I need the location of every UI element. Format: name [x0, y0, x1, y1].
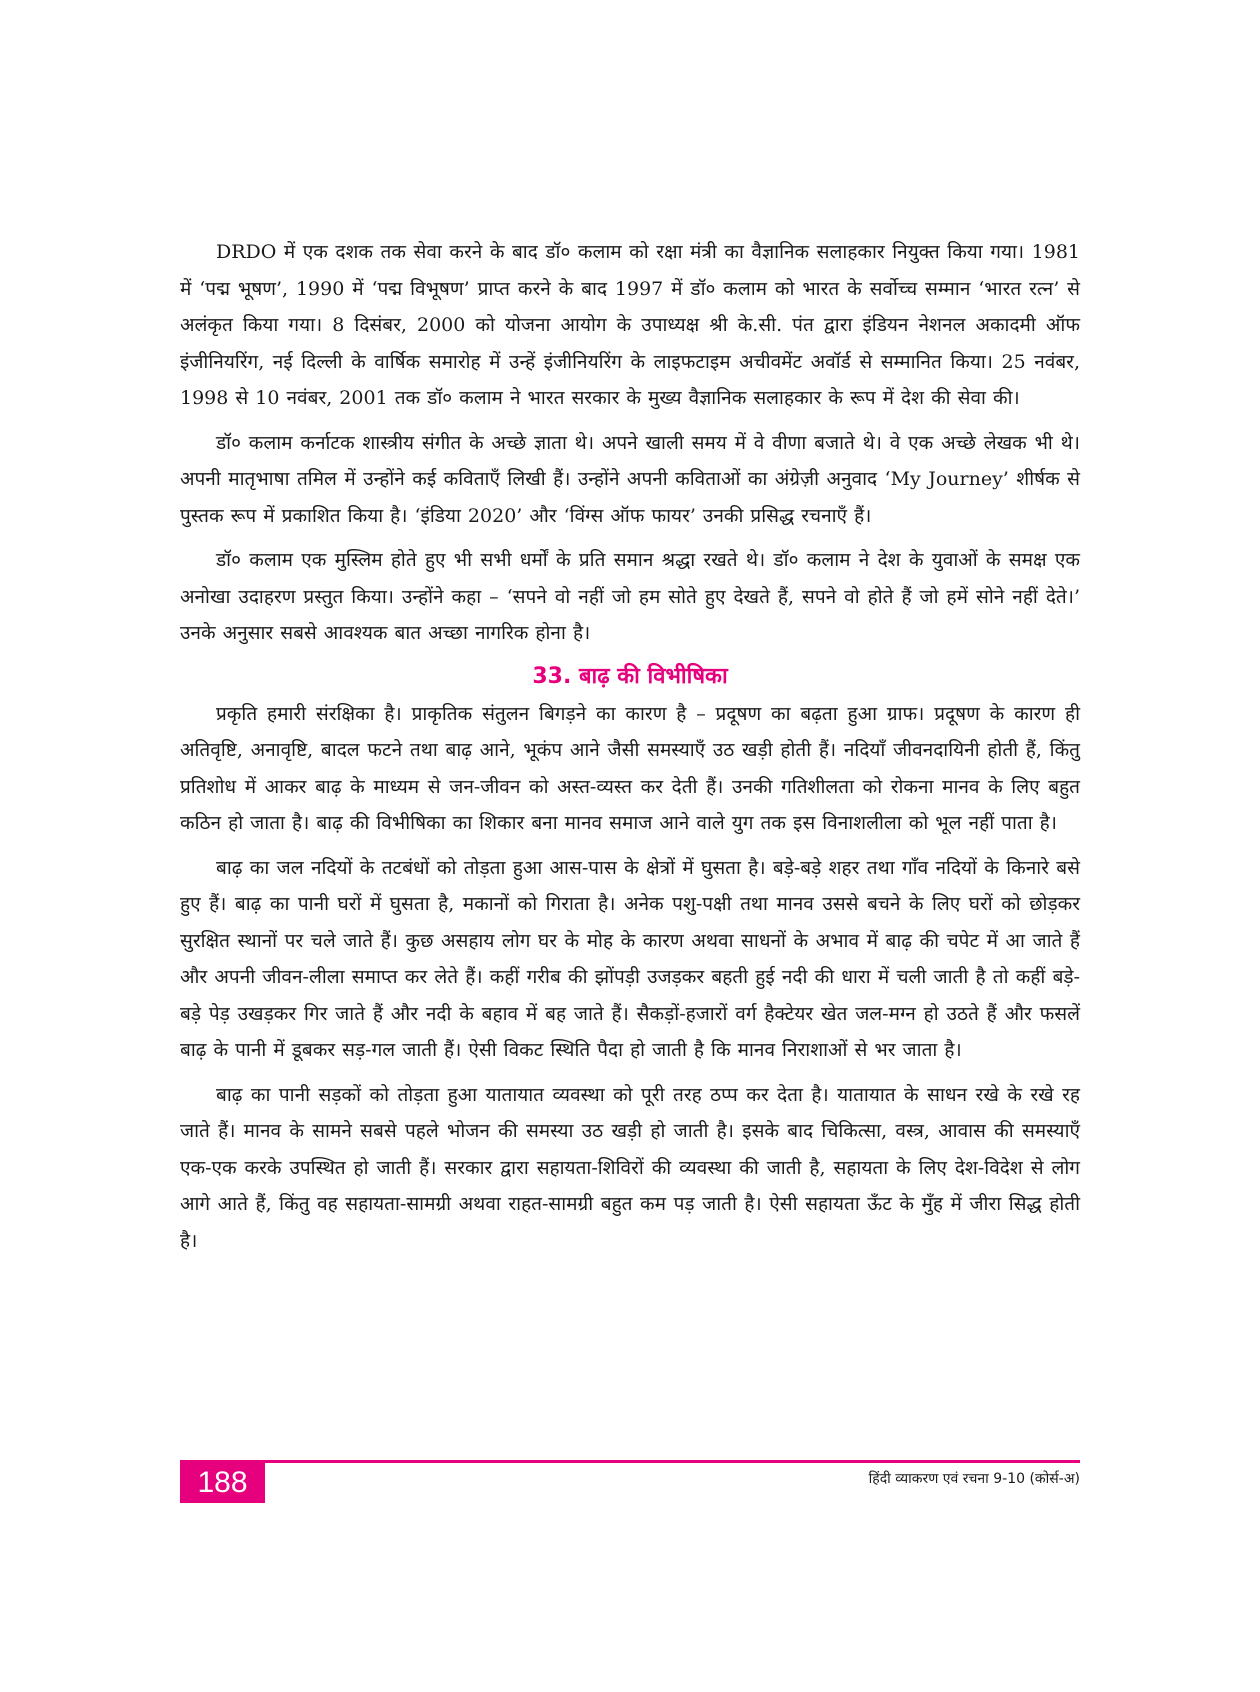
paragraph-flood-relief: बाढ़ का पानी सड़कों को तोड़ता हुआ यातायात व्यवस्था को पूरी तरह ठप्प कर देता है। यातायात के साधन रखे के रखे रह जाते हैं। मानव के सामने सबसे पहले भोजन की समस्या उठ खड़ी हो जाती है। इसके बाद चिकित्सा, वस्त्र, आवास की समस्याएँ एक-एक करके उपस्थित हो जाती हैं। सरकार द्वारा सहायता-शिविरों की व्यवस्था की जाती है, सहायता के लिए देश-विदेश से लोग आगे आते हैं, किंतु वह सहायता-सामग्री अथवा राहत-सामग्री बहुत कम पड़ जाती है। ऐसी सहायता ऊँट के मुँह में जीरा सिद्ध होती है। — [180, 1083, 1080, 1252]
paragraph-flood-damage: बाढ़ का जल नदियों के तटबंधों को तोड़ता हुआ आस-पास के क्षेत्रों में घुसता है। बड़े-बड़े शहर तथा गाँव नदियों के किनारे बसे हुए हैं। बाढ़ का पानी घरों में घुसता है, मकानों को गिराता है। अनेक पशु-पक्षी तथा मानव उससे बचने के लिए घरों को छोड़कर सुरक्षित स्थानों पर चले जाते हैं। कुछ असहाय लोग घर के मोह के कारण अथवा साधनों के अभाव में बाढ़ की चपेट में आ जाते हैं और अपनी जीवन-लीला समाप्त कर लेते हैं। कहीं गरीब की झोंपड़ी उजड़कर बहती हुई नदी की धारा में चली जाती है तो कहीं बड़े-बड़े पेड़ उखड़कर गिर जाते हैं और नदी के बहाव में बह जाते हैं। सैकड़ों-हजारों वर्ग हैक्टेयर खेत जल-मग्न हो उठते हैं और फसलें बाढ़ के पानी में डूबकर सड़-गल जाती हैं। ऐसी विकट स्थिति पैदा हो जाती है कि मानव निराशाओं से भर जाता है। — [180, 856, 1080, 1061]
footer-rule — [180, 1460, 1080, 1463]
section-heading: 33. बाढ़ की विभीषिका — [532, 663, 728, 689]
paragraph-kalam-music: डॉ० कलाम कर्नाटक शास्त्रीय संगीत के अच्छे ज्ञाता थे। अपने खाली समय में वे वीणा बजाते थे। वे एक अच्छे लेखक भी थे। अपनी मातृभाषा तमिल में उन्होंने कई कविताएँ लिखी हैं। उन्होंने अपनी कविताओं का अंग्रेज़ी अनुवाद ‘My Journey’ शीर्षक से पुस्तक रूप में प्रकाशित किया है। ‘इंडिया 2020’ और ‘विंग्स ऑफ फायर’ उनकी प्रसिद्ध रचनाएँ हैं। — [180, 431, 1080, 527]
page-body — [180, 234, 1080, 1267]
paragraph-kalam-dreams: डॉ० कलाम एक मुस्लिम होते हुए भी सभी धर्मों के प्रति समान श्रद्धा रखते थे। डॉ० कलाम ने देश के युवाओं के समक्ष एक अनोखा उदाहरण प्रस्तुत किया। उन्होंने कहा – ‘सपने वो नहीं जो हम सोते हुए देखते हैं, सपने वो होते हैं जो हमें सोने नहीं देते।’ उनके अनुसार सबसे आवश्यक बात अच्छा नागरिक होना है। — [180, 549, 1080, 644]
paragraph-kalam-awards: DRDO में एक दशक तक सेवा करने के बाद डॉ० कलाम को रक्षा मंत्री का वैज्ञानिक सलाहकार नियुक्त किया गया। 1981 में ‘पद्म भूषण’, 1990 में ‘पद्म विभूषण’ प्राप्त करने के बाद 1997 में डॉ० कलाम को भारत के सर्वोच्च सम्मान ‘भारत रत्न’ से अलंकृत किया गया। 8 दिसंबर, 2000 को योजना आयोग के उपाध्यक्ष श्री के.सी. पंत द्वारा इंडियन नेशनल अकादमी ऑफ इंजीनियरिंग, नई दिल्ली के वार्षिक समारोह में उन्हें इंजीनियरिंग के लाइफटाइम अचीवमेंट अवॉर्ड से सम्मानित किया। 25 नवंबर, 1998 से 10 नवंबर, 2001 तक डॉ० कलाम ने भारत सरकार के मुख्य वैज्ञानिक सलाहकार के रूप में देश की सेवा की। — [180, 241, 1080, 409]
page-number: 188 — [180, 1463, 265, 1503]
paragraph-flood-intro: प्रकृति हमारी संरक्षिका है। प्राकृतिक संतुलन बिगड़ने का कारण है – प्रदूषण का बढ़ता हुआ ग्राफ। प्रदूषण के कारण ही अतिवृष्टि, अनावृष्टि, बादल फटने तथा बाढ़ आने, भूकंप आने जैसी समस्याएँ उठ खड़ी होती हैं। नदियाँ जीवनदायिनी होती हैं, किंतु प्रतिशोध में आकर बाढ़ के माध्यम से जन-जीवन को अस्त-व्यस्त कर देती हैं। उनकी गतिशीलता को रोकना मानव के लिए बहुत कठिन हो जाता है। बाढ़ की विभीषिका का शिकार बना मानव समाज आने वाले युग तक इस विनाशलीला को भूल नहीं पाता है। — [180, 702, 1080, 834]
book-title: हिंदी व्याकरण एवं रचना 9-10 (कोर्स-अ) — [868, 1471, 1080, 1487]
